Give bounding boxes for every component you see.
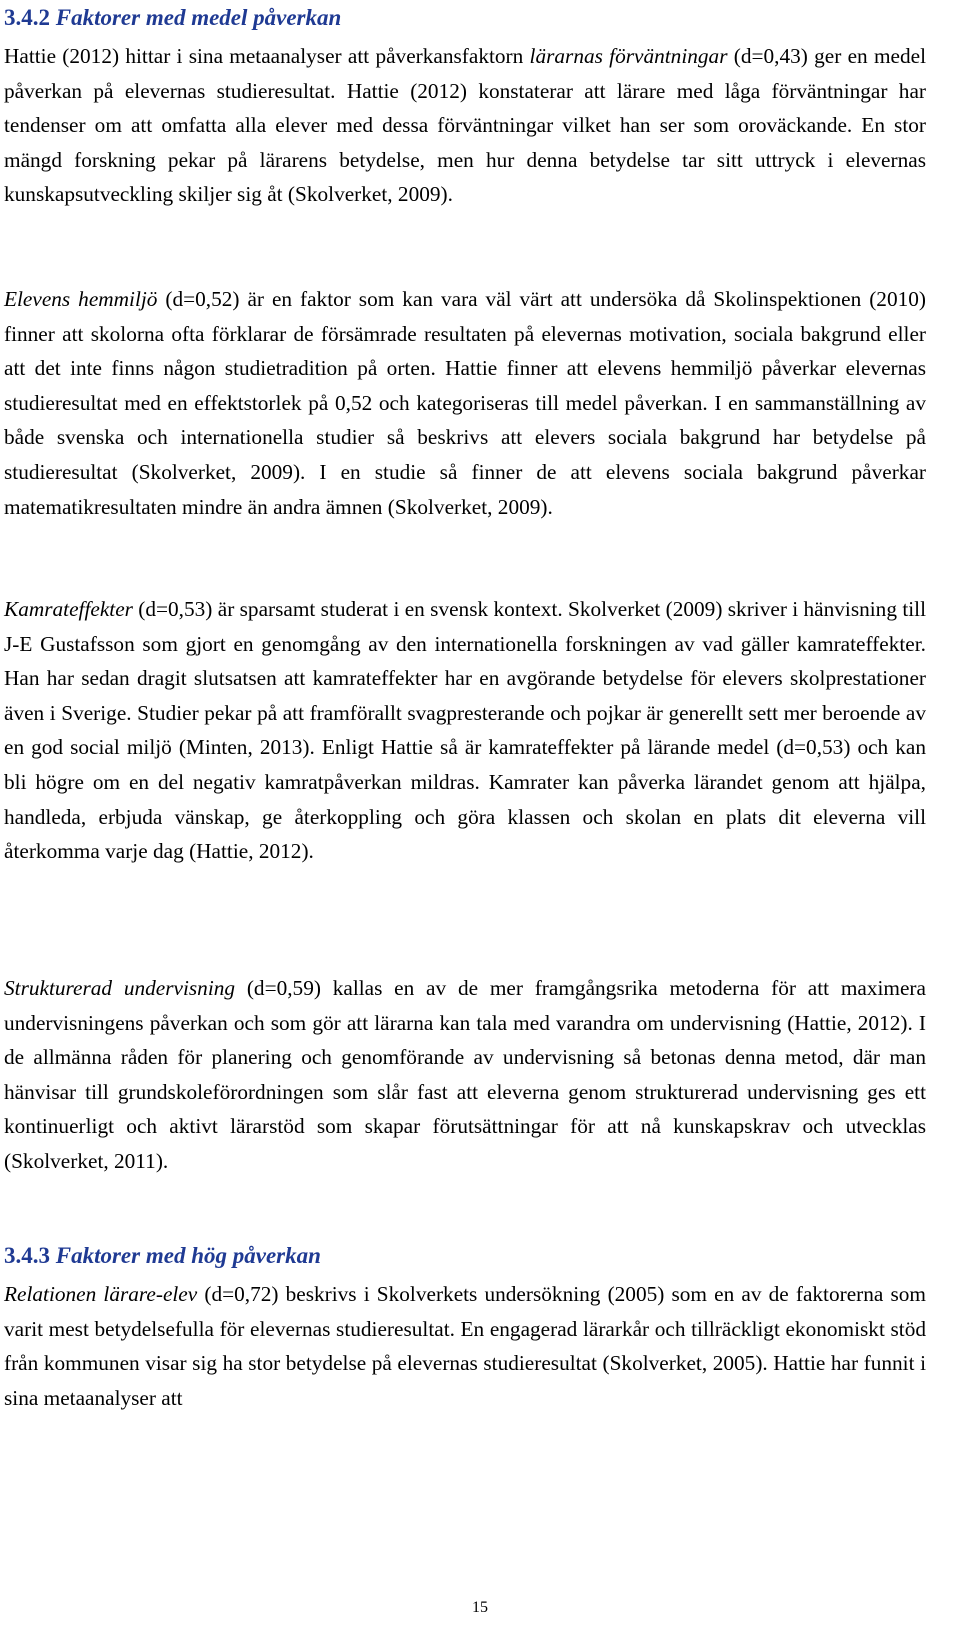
section-heading-3-4-3 [4,1242,321,1270]
paragraph-larares-forvantningar [4,39,926,212]
paragraph-text: Hattie (2012) hittar i sina metaanalyser att påverkansfaktorn [4,44,530,68]
paragraph-elevens-hemmiljo [4,282,926,524]
emphasized-term: Strukturerad undervisning [4,976,236,1000]
paragraph-text: (d=0,72) beskrivs i Skolverkets undersökning (2005) som en av de faktorerna som varit mest betydelsefulla för elevernas studieresultat. En engagerad lärarkår och tillräckligt ekonomiskt stöd från kommunen visar sig ha stor betydelse på elevernas studieresultat (Skolverket, 2005). Hattie har funnit i sina metaanalyser att [4,1282,926,1410]
paragraph-text: (d=0,59) kallas en av de mer framgångsrika metoderna för att maximera undervisningens påverkan och som gör att lärarna kan tala med varandra om undervisning (Hattie, 2012). I de allmänna råden för planering och genomförande av undervisning så betonas denna metod, där man hänvisar till grundskoleförordningen som slår fast att eleverna genom strukturerad undervisning ges ett kontinuerligt och aktivt lärarstöd som skapar förutsättningar för att nå kunskapskrav och utvecklas (Skolverket, 2011). [4,976,926,1173]
page-number: 15 [472,1599,488,1616]
section-title: Faktorer med hög påverkan [55,1243,321,1268]
paragraph-strukturerad-undervisning [4,971,926,1179]
paragraph-text: (d=0,53) är sparsamt studerat i en svensk kontext. Skolverket (2009) skriver i hänvisning till J-E Gustafsson som gjort en genomgång av den internationella forskningen av vad gäller kamrateffekter. Han har sedan dragit slutsatsen att kamrateffekter har en avgörande betydelse för elevers skolprestationer även i Sverige. Studier pekar på att framförallt svagpresterande och pojkar är generellt sett mer beroende av en god social miljö (Minten, 2013). Enligt Hattie så är kamrateffekter på lärande medel (d=0,53) och kan bli högre om en del negativ kamratpåverkan mildras. Kamrater kan påverka lärandet genom att hjälpa, handleda, erbjuda vänskap, ge återkoppling och göra klassen och skolan en plats dit eleverna vill återkomma varje dag (Hattie, 2012). [4,597,926,864]
emphasized-term: Kamrateffekter [4,597,133,621]
section-number: 3.4.3 [4,1243,50,1268]
emphasized-term: Elevens hemmiljö [4,287,158,311]
paragraph-text: (d=0,52) är en faktor som kan vara väl värt att undersöka då Skolinspektionen (2010) finner att skolorna ofta förklarar de försämrade resultaten på elevernas motivation, sociala bakgrund eller att det inte finns någon studietradition på orten. Hattie finner att elevens hemmiljö påverkar elevernas studieresultat med en effektstorlek på 0,52 och kategoriseras till medel påverkan. I en sammanställning av både svenska och internationella studier så beskrivs att elevers sociala bakgrund har betydelse på studieresultat (Skolverket, 2009). I en studie så finner de att elevens sociala bakgrund påverkar matematikresultaten mindre än andra ämnen (Skolverket, 2009). [4,287,926,519]
section-number: 3.4.2 [4,5,50,30]
paragraph-kamrateffekter [4,592,926,869]
section-title: Faktorer med medel påverkan [55,5,342,30]
emphasized-term: Relationen lärare-elev [4,1282,198,1306]
paragraph-text: (d=0,43) ger en medel påverkan på elevernas studieresultat. Hattie (2012) konstaterar att lärare med låga förväntningar har tendenser om att omfatta alla elever med dessa förväntningar vilket han ser som oroväckande. En stor mängd forskning pekar på lärarens betydelse, men hur denna betydelse tar sitt uttryck i elevernas kunskapsutveckling skiljer sig åt (Skolverket, 2009). [4,44,926,207]
section-heading-3-4-2 [4,4,341,32]
emphasized-term: lärarnas förväntningar [529,44,728,68]
paragraph-relationen-larare-elev [4,1277,926,1415]
